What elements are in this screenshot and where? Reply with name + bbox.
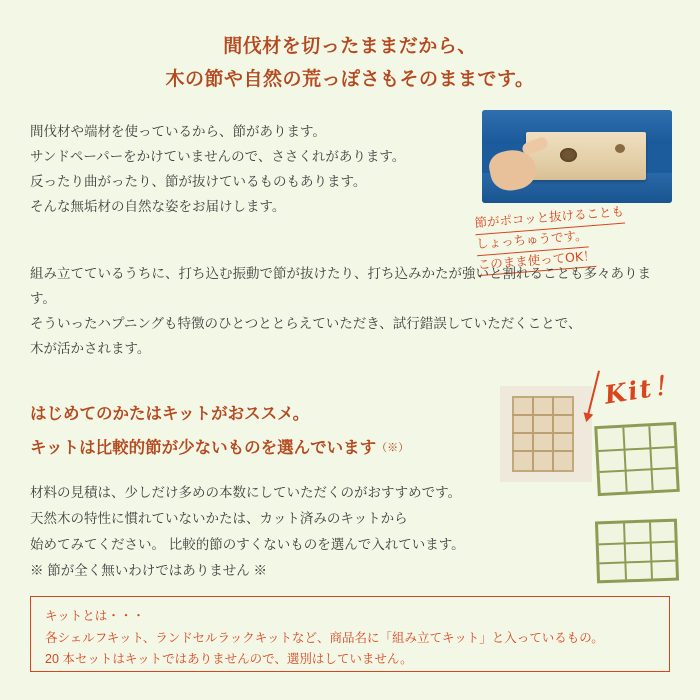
rack-top-hbar-1 (598, 446, 674, 452)
rack-bottom-vbar-1 (623, 523, 627, 579)
paragraph-kit-advice-line-2: 天然木の特性に慣れていないかたは、カット済みのキットから (30, 510, 408, 526)
paragraph-intro-line-2: サンドペーパーをかけていませんので、ささくれがあります。 (30, 148, 406, 164)
section-heading-kit-selection-text: キットは比較的節が少ないものを選んでいます (30, 439, 377, 457)
paragraph-kit-advice-line-4: ※ 節が全く無いわけではありません ※ (30, 562, 268, 578)
paragraph-intro-line-4: そんな無垢材の自然な姿をお届けします。 (30, 198, 286, 214)
rack-top-hbar-2 (600, 467, 676, 473)
kit-definition-line-3: 20 本セットはキットではありませんので、選別はしていません。 (45, 652, 413, 666)
rack-bottom-vbar-2 (649, 522, 653, 578)
paragraph-assembly-line-1: 組み立てているうちに、打ち込む振動で節が抜けたり、打ち込みかたが強いと割れることも多々あります。 (30, 266, 651, 306)
rack-illustration-top (594, 422, 680, 496)
kit-definition-line-2: 各シェルフキット、ランドセルラックキットなど、商品名に「組み立てキット」と入っているもの。 (45, 630, 604, 645)
page-title (0, 30, 700, 97)
paragraph-intro-line-3: 反ったり曲がったり、節が抜けているものもあります。 (30, 173, 367, 189)
section-heading-kit-selection (30, 434, 409, 462)
headline-line-2: 木の節や自然の荒っぽさもそのままです。 (165, 69, 535, 91)
rack-bottom-hbar-2 (599, 560, 675, 565)
wood-knot-small-icon (615, 144, 625, 153)
paragraph-intro-line-1: 間伐材や端材を使っているから、節があります。 (30, 124, 326, 139)
kit-handwriting-label: Kit！ (602, 369, 682, 410)
knot-photo (482, 110, 672, 203)
rack-top-vbar-2 (648, 426, 653, 490)
rack-bottom-hbar-1 (599, 541, 675, 546)
paragraph-kit-advice (30, 480, 500, 584)
photo-caption-line-3: このまま使ってOK！ (477, 246, 596, 276)
paragraph-assembly-line-3: 木が活かされます。 (30, 340, 151, 356)
photo-caption-line-1: 節がポコッと抜けることも (474, 203, 625, 235)
shelf-board-3 (512, 450, 574, 452)
shelf-frame (512, 396, 574, 472)
shelf-divider-2 (552, 396, 554, 472)
rack-illustration-bottom (595, 519, 679, 584)
paragraph-kit-advice-line-1: 材料の見積は、少しだけ多めの本数にしていただくのがおすすめです。 (30, 485, 462, 500)
rack-top-vbar-1 (622, 428, 627, 492)
wood-knot-icon (560, 148, 577, 162)
shelf-divider-1 (532, 396, 534, 472)
kit-definition-line-1: キットとは・・・ (45, 609, 145, 623)
paragraph-assembly-line-2: そういったハプニングも特徴のひとつととらえていただき、試行錯誤していただくことで、 (30, 315, 582, 331)
shelf-board-2 (512, 432, 574, 434)
section-heading-note-mark: （※） (376, 442, 410, 454)
paragraph-assembly (30, 262, 670, 362)
paragraph-kit-advice-line-3: 始めてみてください。 比較的節のすくないものを選んで入れています。 (30, 536, 465, 552)
shelf-board-1 (512, 414, 574, 416)
headline-line-1: 間伐材を切ったままだから、 (223, 36, 477, 57)
section-heading-kit-recommend (30, 400, 309, 428)
paragraph-intro (30, 120, 490, 220)
shelf-photo (500, 386, 592, 482)
photo-caption-line-2: しょっちゅうです。 (476, 226, 589, 255)
kit-definition-box (30, 596, 670, 672)
section-heading-kit-recommend-text: はじめてのかたはキットがおススメ。 (30, 405, 310, 423)
